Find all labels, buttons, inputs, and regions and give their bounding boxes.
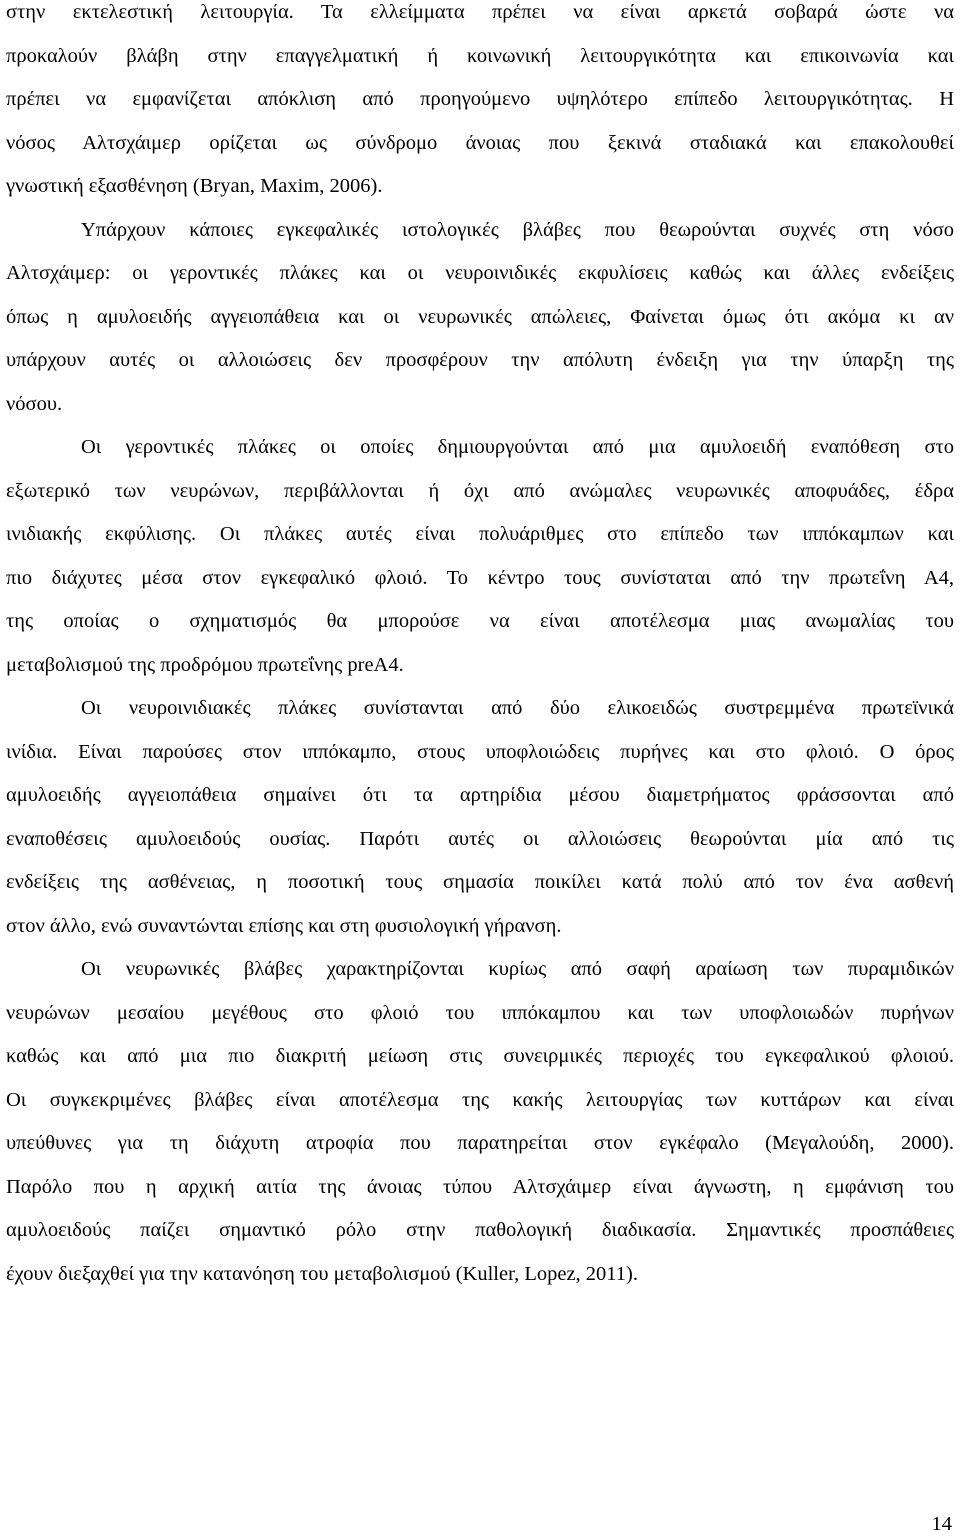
text-line: ενδείξεις της ασθένειας, η ποσοτική τους σημασία ποικίλει κατά πολύ από τον ένα ασθενή xyxy=(6,871,954,893)
text-line: στον άλλο, ενώ συναντώνται επίσης και στη φυσιολογική γήρανση. xyxy=(6,915,562,937)
page-number: 14 xyxy=(931,1513,952,1535)
text-line: αμυλοειδής αγγειοπάθεια σημαίνει ότι τα αρτηρίδια μέσου διαμετρήματος φράσσονται από xyxy=(6,784,954,806)
text-line: Οι νευροινιδιακές πλάκες συνίστανται από δύο ελικοειδώς συστρεμμένα πρωτεϊνικά xyxy=(81,697,954,719)
text-line: υπάρχουν αυτές οι αλλοιώσεις δεν προσφέρουν την απόλυτη ένδειξη για την ύπαρξη της xyxy=(6,349,954,371)
text-line: γνωστική εξασθένηση (Bryan, Maxim, 2006). xyxy=(6,175,383,197)
text-line: στην εκτελεστική λειτουργία. Τα ελλείμματα πρέπει να είναι αρκετά σοβαρά ώστε να xyxy=(6,1,954,23)
text-line: εξωτερικό των νευρώνων, περιβάλλονται ή όχι από ανώμαλες νευρωνικές αποφυάδες, έδρα xyxy=(6,480,954,502)
text-line: νευρώνων μεσαίου μεγέθους στο φλοιό του ιππόκαμπου και των υποφλοιωδών πυρήνων xyxy=(6,1002,954,1024)
text-line: αμυλοειδούς παίζει σημαντικό ρόλο στην παθολογική διαδικασία. Σημαντικές προσπάθειες xyxy=(6,1219,954,1241)
text-line: της οποίας ο σχηματισμός θα μπορούσε να είναι αποτέλεσμα μιας ανωμαλίας του xyxy=(6,610,954,632)
text-line: όπως η αμυλοειδής αγγειοπάθεια και οι νευρωνικές απώλειες, Φαίνεται όμως ότι ακόμα κι αν xyxy=(6,306,954,328)
text-line: ινιδιακής εκφύλισης. Οι πλάκες αυτές είναι πολυάριθμες στο επίπεδο των ιππόκαμπων και xyxy=(6,523,954,545)
text-line: Οι γεροντικές πλάκες οι οποίες δημιουργούνται από μια αμυλοειδή εναπόθεση στο xyxy=(81,436,954,458)
text-line: Υπάρχουν κάποιες εγκεφαλικές ιστολογικές βλάβες που θεωρούνται συχνές στη νόσο xyxy=(81,219,954,241)
text-line: ινίδια. Είναι παρούσες στον ιππόκαμπο, στους υποφλοιώδεις πυρήνες και στο φλοιό. Ο όρος xyxy=(6,741,954,763)
text-line: μεταβολισμού της προδρόμου πρωτεΐνης preA4. xyxy=(6,654,404,676)
text-line: Οι νευρωνικές βλάβες χαρακτηρίζονται κυρίως από σαφή αραίωση των πυραμιδικών xyxy=(81,958,954,980)
text-line: νόσου. xyxy=(6,393,63,415)
text-line: έχουν διεξαχθεί για την κατανόηση του μεταβολισμού (Kuller, Lopez, 2011). xyxy=(6,1263,638,1285)
text-line: Παρόλο που η αρχική αιτία της άνοιας τύπου Αλτσχάιμερ είναι άγνωστη, η εμφάνιση του xyxy=(6,1176,954,1198)
text-line: εναποθέσεις αμυλοειδούς ουσίας. Παρότι αυτές οι αλλοιώσεις θεωρούνται μία από τις xyxy=(6,828,954,850)
text-line: νόσος Αλτσχάιμερ ορίζεται ως σύνδρομο άνοιας που ξεκινά σταδιακά και επακολουθεί xyxy=(6,132,954,154)
text-line: Οι συγκεκριμένες βλάβες είναι αποτέλεσμα της κακής λειτουργίας των κυττάρων και είναι xyxy=(6,1089,954,1111)
text-line: προκαλούν βλάβη στην επαγγελματική ή κοινωνική λειτουργικότητα και επικοινωνία και xyxy=(6,45,954,67)
text-line: Αλτσχάιμερ: οι γεροντικές πλάκες και οι νευροινιδικές εκφυλίσεις καθώς και άλλες ενδείξεις xyxy=(6,262,954,284)
text-line: υπεύθυνες για τη διάχυτη ατροφία που παρατηρείται στον εγκέφαλο (Μεγαλούδη, 2000). xyxy=(6,1132,954,1154)
text-line: πρέπει να εμφανίζεται απόκλιση από προηγούμενο υψηλότερο επίπεδο λειτουργικότητας. Η xyxy=(6,88,954,110)
text-line: πιο διάχυτες μέσα στον εγκεφαλικό φλοιό. Το κέντρο τους συνίσταται από την πρωτεΐνη Α4, xyxy=(6,567,954,589)
text-line: καθώς και από μια πιο διακριτή μείωση στις συνειρμικές περιοχές του εγκεφαλικού φλοιού. xyxy=(6,1045,954,1067)
